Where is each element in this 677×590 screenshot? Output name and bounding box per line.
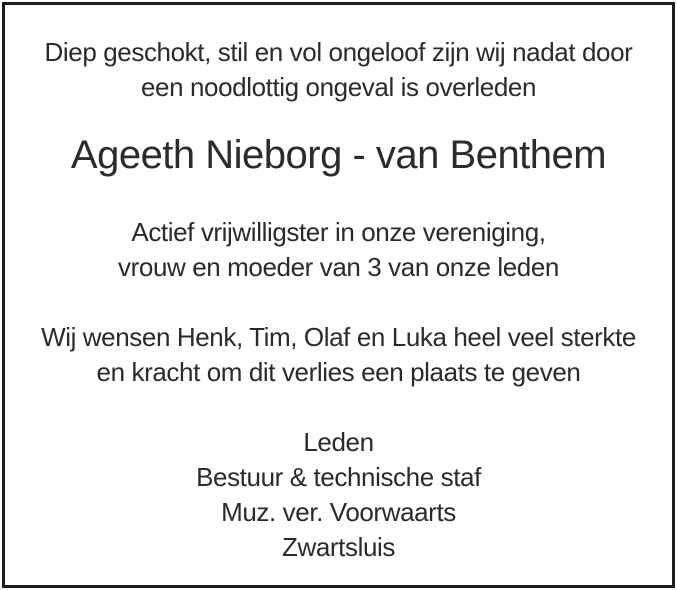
memorial-notice-card (2, 2, 675, 588)
tribute-line-2: vrouw en moeder van 3 van onze leden (118, 252, 559, 282)
signature-line-bestuur: Bestuur & technische staf (196, 462, 481, 492)
deceased-name: Ageeth Nieborg - van Benthem (70, 133, 607, 177)
condolence-paragraph (5, 320, 672, 390)
signature-line-vereniging: Muz. ver. Voorwaarts (221, 497, 456, 527)
intro-line-2: een noodlottig ongeval is overleden (140, 72, 537, 102)
condolence-line-2: en kracht om dit verlies een plaats te geven (96, 357, 581, 387)
tribute-line-1: Actief vrijwilligster in onze vereniging, (131, 217, 546, 247)
tribute-paragraph (5, 215, 672, 285)
signature-paragraph (5, 425, 672, 565)
condolence-line-1: Wij wensen Henk, Tim, Olaf en Luka heel veel sterkte (41, 322, 636, 352)
signature-line-plaats: Zwartsluis (281, 532, 395, 562)
intro-line-1: Diep geschokt, stil en vol ongeloof zijn wij nadat door (44, 37, 633, 67)
intro-paragraph (5, 35, 672, 105)
signature-line-leden: Leden (303, 427, 374, 457)
